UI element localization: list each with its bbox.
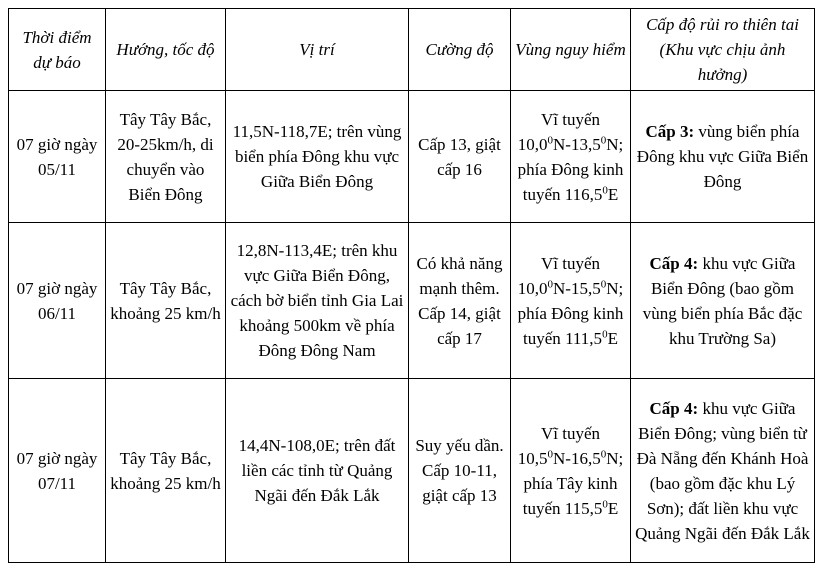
- storm-forecast-table: [8, 8, 815, 563]
- degree-mark: 0: [547, 447, 554, 460]
- zone-lat-from: 10,0: [517, 134, 548, 154]
- zone-lat-to: 16,5: [570, 448, 601, 468]
- degree-mark: 0: [602, 183, 608, 196]
- risk-level-label: Cấp 4:: [649, 398, 699, 418]
- zone-east: E: [607, 498, 619, 518]
- cell-direction: Tây Tây Bắc, khoảng 25 km/h: [106, 379, 226, 563]
- cell-danger-zone: [511, 223, 631, 379]
- cell-time: 07 giờ ngày 05/11: [9, 91, 106, 223]
- header-direction-speed: Hướng, tốc độ: [106, 9, 226, 91]
- table-row: [9, 223, 815, 379]
- zone-north-dash: N-: [553, 278, 571, 298]
- cell-time: 07 giờ ngày 06/11: [9, 223, 106, 379]
- degree-mark: 0: [547, 277, 554, 290]
- header-intensity: Cường độ: [409, 9, 511, 91]
- table-row: [9, 91, 815, 223]
- cell-intensity: Cấp 13, giật cấp 16: [409, 91, 511, 223]
- zone-prefix: Vĩ tuyến: [540, 109, 601, 129]
- zone-prefix: Vĩ tuyến: [540, 253, 601, 273]
- cell-risk: [631, 223, 815, 379]
- degree-mark: 0: [600, 447, 607, 460]
- risk-level-label: Cấp 4:: [649, 253, 699, 273]
- zone-longitude: 111,5: [565, 328, 603, 348]
- zone-side: N; phía Đông kinh tuyến: [517, 134, 624, 204]
- header-danger-zone: Vùng nguy hiểm: [511, 9, 631, 91]
- zone-lat-from: 10,0: [517, 278, 548, 298]
- degree-mark: 0: [602, 497, 608, 510]
- zone-east: E: [607, 184, 619, 204]
- zone-north-dash: N-: [553, 448, 571, 468]
- risk-area: khu vực Giữa Biển Đông; vùng biển từ Đà Nẵng đến Khánh Hoà (bao gồm đặc khu Lý Sơn); đất liền khu vực Quảng Ngãi đến Đắk Lắk: [635, 398, 810, 543]
- table-header-row: [9, 9, 815, 91]
- zone-north-dash: N-: [553, 134, 571, 154]
- cell-direction: Tây Tây Bắc, 20-25km/h, di chuyển vào Biển Đông: [106, 91, 226, 223]
- risk-level-label: Cấp 3:: [645, 122, 695, 141]
- cell-danger-zone: [511, 379, 631, 563]
- zone-east: E: [607, 328, 618, 348]
- zone-longitude: 116,5: [564, 184, 603, 204]
- header-forecast-time: Thời điểm dự báo: [9, 9, 106, 91]
- zone-side: N; phía Tây kinh tuyến: [522, 448, 624, 518]
- cell-intensity: Có khả năng mạnh thêm. Cấp 14, giật cấp 17: [409, 223, 511, 379]
- degree-mark: 0: [602, 327, 608, 340]
- cell-direction: Tây Tây Bắc, khoảng 25 km/h: [106, 223, 226, 379]
- cell-danger-zone: [511, 91, 631, 223]
- zone-side: N; phía Đông kinh tuyến: [517, 278, 624, 348]
- header-position: Vị trí: [226, 9, 409, 91]
- degree-mark: 0: [600, 277, 607, 290]
- cell-time: 07 giờ ngày 07/11: [9, 379, 106, 563]
- cell-risk: [631, 379, 815, 563]
- risk-area: vùng biển phía Đông khu vực Giữa Biển Đông: [636, 122, 809, 191]
- zone-lat-from: 10,5: [517, 448, 548, 468]
- cell-intensity: Suy yếu dần. Cấp 10-11, giật cấp 13: [409, 379, 511, 563]
- cell-position: 12,8N-113,4E; trên khu vực Giữa Biển Đông, cách bờ biển tỉnh Gia Lai khoảng 500km về phía Đông Đông Nam: [226, 223, 409, 379]
- cell-position: 11,5N-118,7E; trên vùng biển phía Đông khu vực Giữa Biển Đông: [226, 91, 409, 223]
- zone-lat-to: 15,5: [570, 278, 601, 298]
- zone-prefix: Vĩ tuyến: [540, 423, 601, 443]
- cell-risk: [631, 91, 815, 223]
- risk-area: khu vực Giữa Biển Đông (bao gồm vùng biển phía Bắc đặc khu Trường Sa): [642, 253, 803, 348]
- table-row: [9, 379, 815, 563]
- header-risk-level: Cấp độ rủi ro thiên tai (Khu vực chịu ảnh hưởng): [631, 9, 815, 91]
- cell-position: 14,4N-108,0E; trên đất liền các tỉnh từ Quảng Ngãi đến Đắk Lắk: [226, 379, 409, 563]
- degree-mark: 0: [547, 133, 554, 146]
- zone-longitude: 115,5: [564, 498, 603, 518]
- degree-mark: 0: [600, 133, 607, 146]
- zone-lat-to: 13,5: [570, 134, 601, 154]
